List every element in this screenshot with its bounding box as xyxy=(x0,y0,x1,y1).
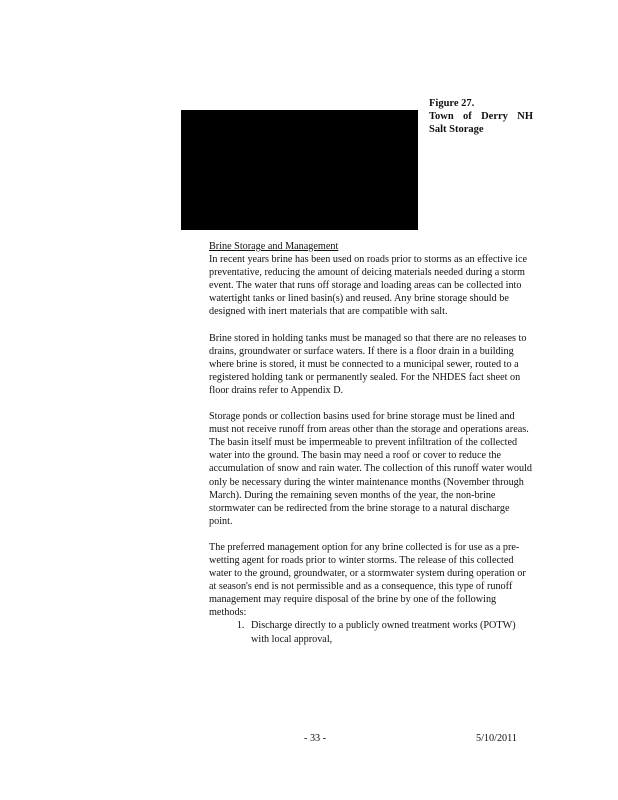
paragraph: Storage ponds or collection basins used for brine storage must be lined and must not receive runoff from areas other than the storage and operations areas. The basin itself must be impermeable to prevent infiltration of the collected water into the ground. The basin may need a roof or cover to reduce the accumulation of snow and rain water. The collection of this runoff water would only be necessary during the winter maintenance months (November through March). During the remaining seven months of the year, the non-brine stormwater can be redirected from the brine storage to a natural discharge point. xyxy=(209,411,532,527)
salt-storage-photo xyxy=(181,110,418,230)
paragraph: Brine stored in holding tanks must be managed so that there are no releases to drains, groundwater or surface waters. If there is a floor drain in a building where brine is stored, it must be connected to a municipal sewer, routed to a registered holding tank or permanently sealed. For the NHDES fact sheet on floor drains refer to Appendix D. xyxy=(209,332,527,396)
figure-caption xyxy=(429,97,539,136)
paragraph: The preferred management option for any brine collected is for use as a pre-wetting agent for roads prior to winter storms. The release of this collected water to the ground, groundwater, or a stormwater system during operation or at season's end is not permissible and as a consequence, this type of runoff management may require disposal of the brine by one of the following methods: xyxy=(209,541,526,619)
page-number: - 33 - xyxy=(304,733,327,744)
footer-date: 5/10/2011 xyxy=(476,733,517,744)
disposal-methods-list xyxy=(209,619,535,645)
section-heading: Brine Storage and Management xyxy=(209,241,339,252)
figure-caption-line: Salt Storage xyxy=(429,124,484,135)
paragraph: In recent years brine has been used on roads prior to storms as an effective ice preventative, reducing the amount of deicing materials needed during a storm event. The water that runs off storage and loading areas can be collected into watertight tanks or lined basin(s) and reused. Any brine storage should be designed with inert materials that are compatible with salt. xyxy=(209,254,528,318)
list-item: 1. Discharge directly to a publicly owned treatment works (POTW) with local approval, xyxy=(247,619,535,645)
figure-caption-line: Town of Derry NH xyxy=(429,111,533,122)
figure-number: Figure 27. xyxy=(429,98,475,109)
section-body xyxy=(209,240,535,646)
